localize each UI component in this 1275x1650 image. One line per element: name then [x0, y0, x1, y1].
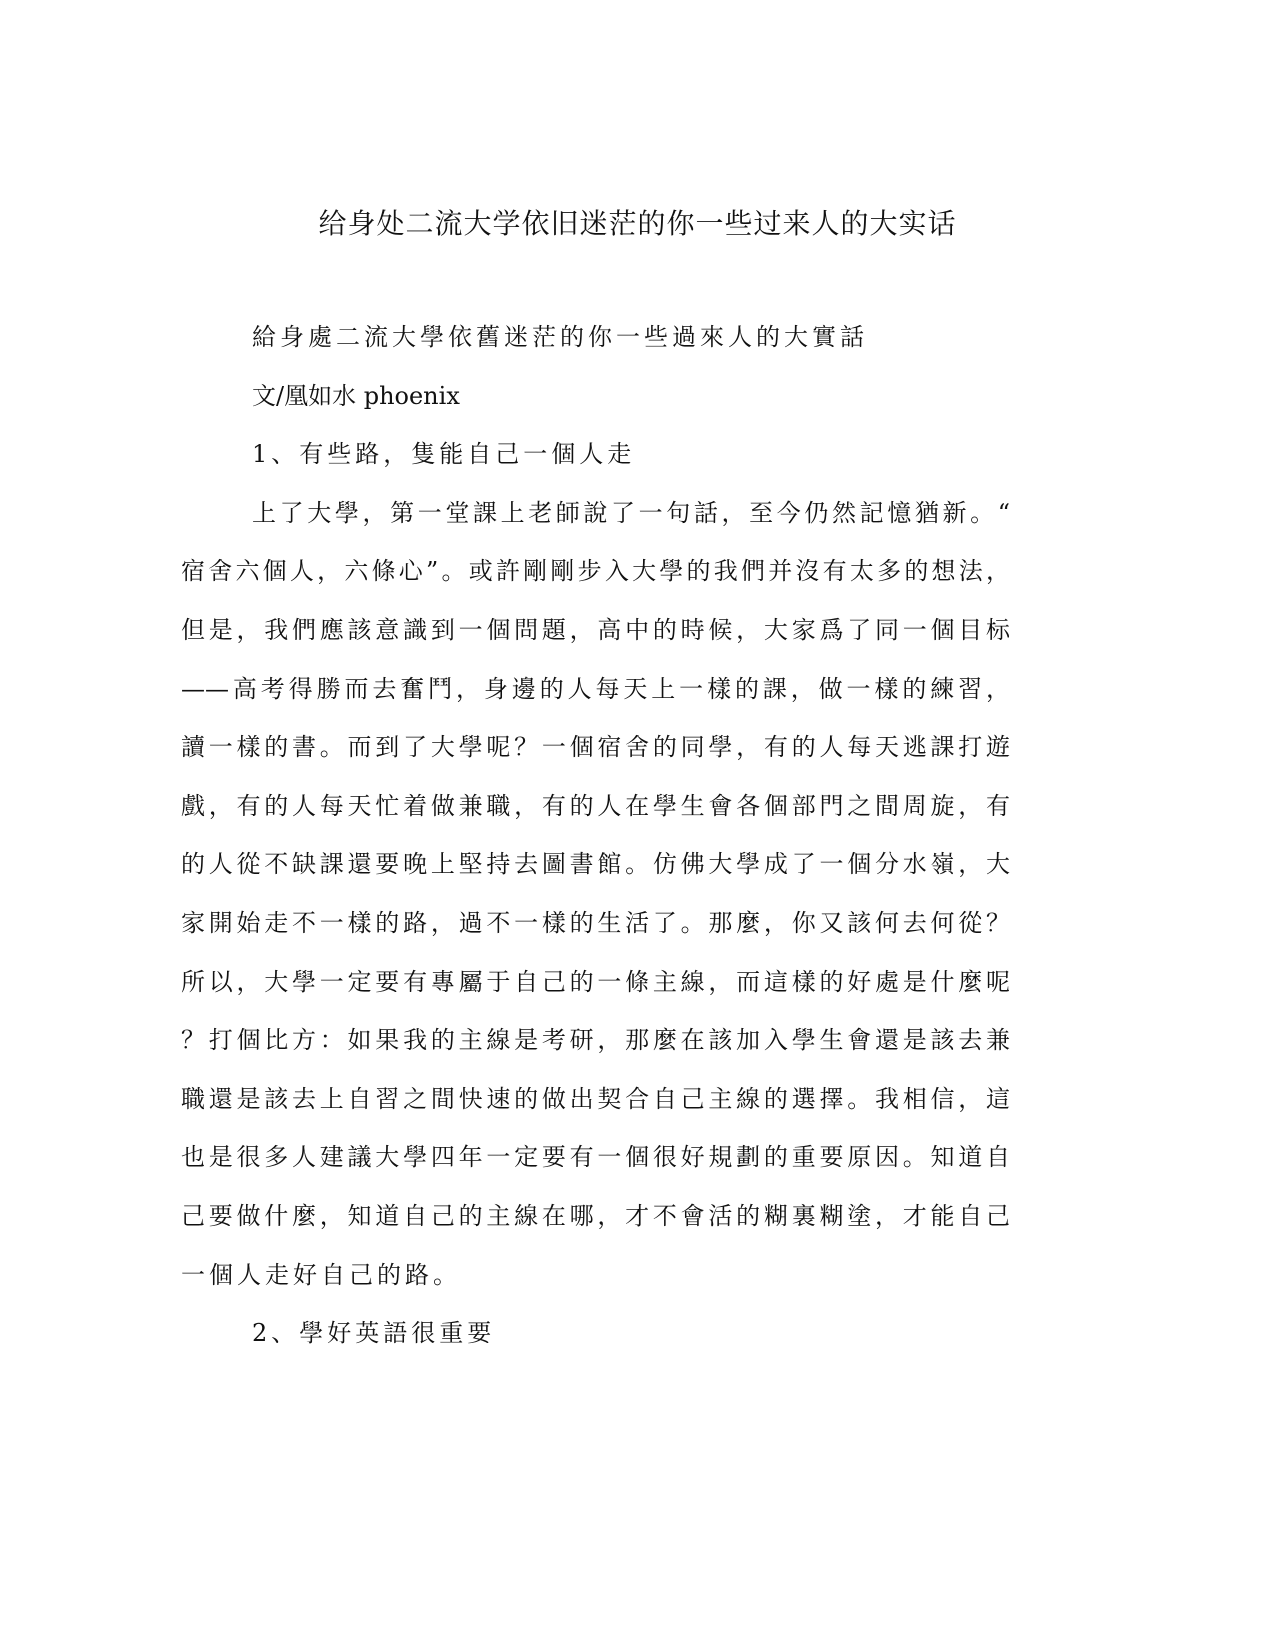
- author-line: 文/凰如水 phoenix: [252, 381, 460, 410]
- paragraph-line: 己要做什麼，知道自己的主線在哪，才不會活的糊裏糊塗，才能自己: [181, 1201, 1010, 1230]
- paragraph-line: 的人從不缺課還要晚上堅持去圖書館。仿佛大學成了一個分水嶺，大: [181, 850, 1010, 879]
- paragraph-line: 職還是該去上自習之間快速的做出契合自己主線的選擇。我相信，這: [181, 1084, 1010, 1113]
- paragraph-line: 戲，有的人每天忙着做兼職，有的人在學生會各個部門之間周旋，有: [181, 791, 1010, 820]
- paragraph-line: ？打個比方：如果我的主線是考研，那麼在該加入學生會還是該去兼: [181, 1026, 1010, 1055]
- document-title: 给身处二流大学依旧迷茫的你一些过来人的大实话: [318, 207, 957, 240]
- subtitle: 給身處二流大學依舊迷茫的你一些過來人的大實話: [252, 323, 868, 351]
- paragraph-line: 讀一樣的書。而到了大學呢？一個宿舍的同學，有的人每天逃課打遊: [181, 733, 1010, 762]
- section-heading-1: 1、有些路，隻能自己一個人走: [252, 440, 636, 469]
- paragraph-line: 家開始走不一樣的路，過不一樣的生活了。那麼，你又該何去何從？: [181, 908, 1010, 937]
- paragraph-line: ——高考得勝而去奮鬥，身邊的人每天上一樣的課，做一樣的練習，: [181, 674, 1010, 703]
- paragraph-line: 所以，大學一定要有專屬于自己的一條主線，而這樣的好處是什麼呢: [181, 967, 1010, 996]
- paragraph-line: 一個人走好自己的路。: [181, 1260, 461, 1289]
- paragraph-line: 但是，我們應該意識到一個問題，高中的時候，大家爲了同一個目标: [181, 615, 1010, 644]
- paragraph-line: 宿舍六個人，六條心”。或許剛剛步入大學的我們并沒有太多的想法，: [181, 557, 1010, 586]
- paragraph-line: 上了大學，第一堂課上老師說了一句話，至今仍然記憶猶新。“: [252, 498, 1010, 527]
- document-body: [181, 318, 1010, 1373]
- paragraph-line: 也是很多人建議大學四年一定要有一個很好規劃的重要原因。知道自: [181, 1143, 1010, 1172]
- section-heading-2: 2、學好英語很重要: [252, 1319, 496, 1348]
- paragraph-1: [181, 494, 1010, 1314]
